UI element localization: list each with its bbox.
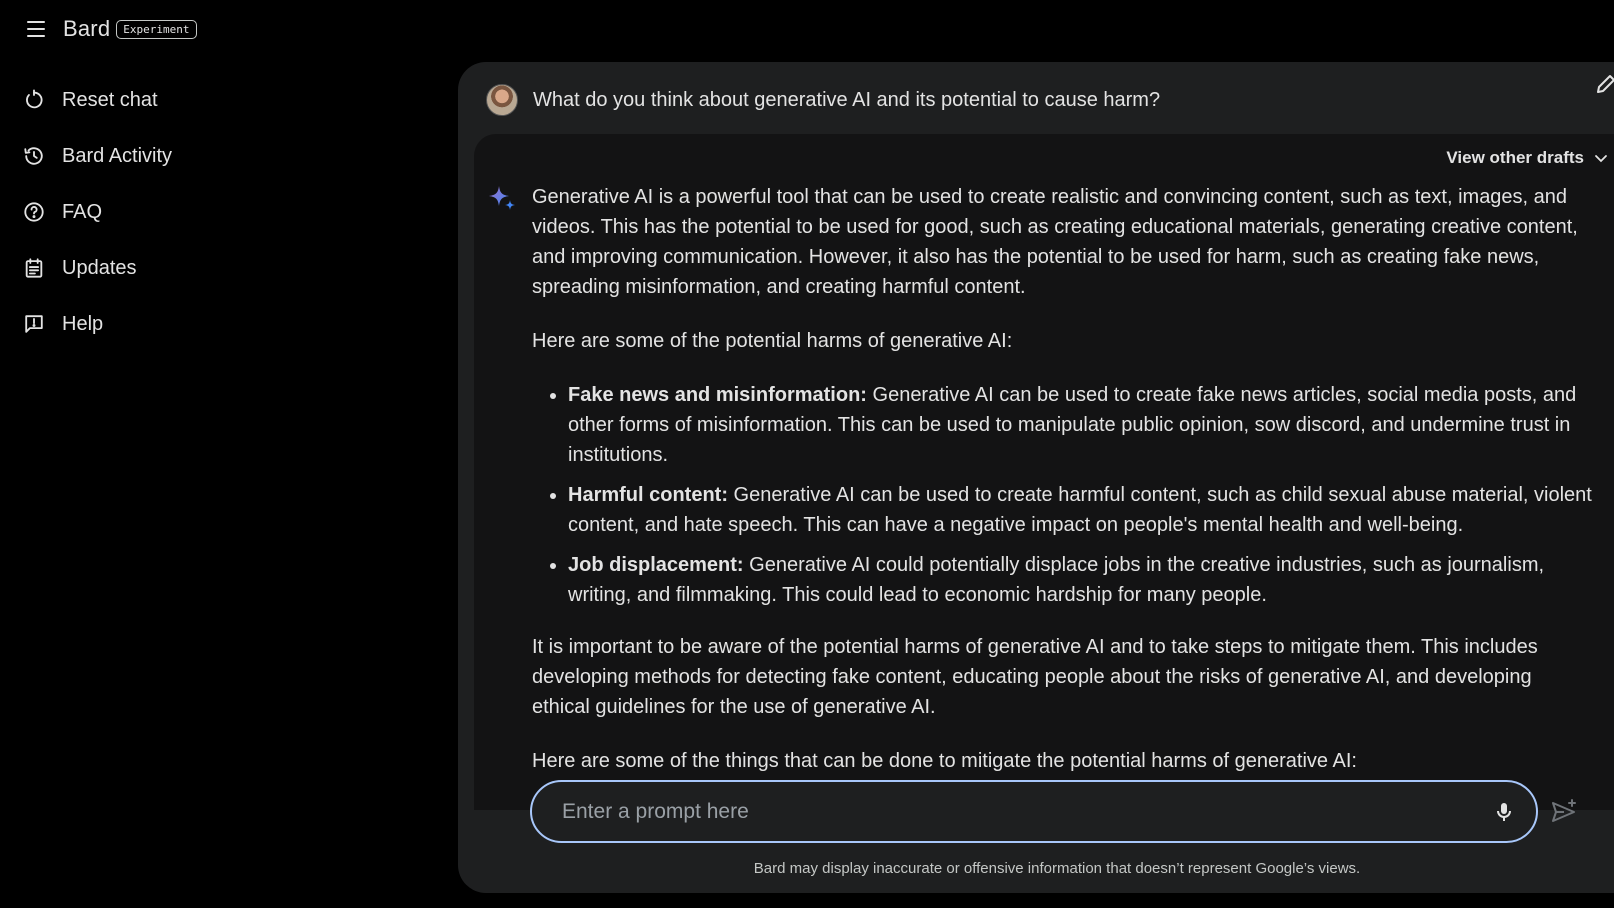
bard-sparkle-icon [488,184,518,214]
disclaimer: Bard may display inaccurate or offensive information that doesn’t represent Google’s views. [753,860,1361,877]
response-card [474,134,1614,824]
harm-text: Generative AI can be used to create fake news articles, social media posts, and other forms of misinformation. This can be used to manipulate public opinion, sow discord, and undermine trust in institutions. [568,384,1577,466]
experiment-badge: Experiment [116,20,196,39]
brand-name: Bard [63,16,111,41]
history-icon [22,144,46,168]
sidebar-item-reset-chat[interactable] [0,72,440,128]
calendar-icon [22,256,46,280]
harms-heading: Here are some of the potential harms of generative AI: [532,330,1013,352]
response-cutoff-line: Here are some of the things that can be done to mitigate the potential harms of generative AI: [532,750,1357,772]
sidebar-item-updates[interactable] [0,240,440,296]
harm-title: Job displacement: [568,554,744,576]
help-circle-icon [22,200,46,224]
list-item [568,550,1592,610]
view-drafts-label: View other drafts [1446,148,1584,167]
menu-icon[interactable] [24,17,48,41]
response-text [532,182,1592,800]
response-conclusion: It is important to be aware of the potential harms of generative AI and to take steps to mitigate them. This includes developing methods for detecting fake content, educating people about the risks of generative AI, and developing ethical guidelines for the use of generative AI. [532,636,1538,718]
harm-title: Harmful content: [568,484,728,506]
list-item [568,480,1592,540]
user-prompt [486,78,1614,122]
sidebar-item-faq[interactable] [0,184,440,240]
prompt-text: What do you think about generative AI and its potential to cause harm? [533,88,1161,111]
send-icon [1550,798,1578,826]
edit-prompt-button[interactable] [1594,72,1614,96]
avatar [486,84,518,116]
send-button[interactable] [1550,798,1578,826]
harm-text: Generative AI could potentially displace jobs in the creative industries, such as journalism, writing, and filmmaking. This could lead to economic hardship for many people. [568,554,1545,606]
chevron-down-icon [1594,151,1608,165]
response-intro: Generative AI is a powerful tool that can be used to create realistic and convincing content, such as text, images, and videos. This has the potential to be used for good, such as creating educational materials, generating creative content, and improving communication. However, it also has the potential to be used for harm, such as creating fake news, spreading misinformation, and creating harmful content. [532,186,1578,298]
sidebar-item-label: FAQ [62,200,103,223]
sidebar [0,72,440,352]
harm-title: Fake news and misinformation: [568,384,867,406]
sidebar-item-label: Bard Activity [62,144,173,167]
microphone-icon [1492,800,1516,824]
microphone-button[interactable] [1492,800,1516,824]
prompt-input-box[interactable] [530,780,1538,843]
prompt-input[interactable] [562,800,1442,824]
list-item [568,380,1592,470]
chat-panel [458,62,1614,893]
feedback-icon [22,312,46,336]
sidebar-item-label: Help [62,312,104,335]
sidebar-item-label: Reset chat [62,88,158,111]
view-other-drafts-button[interactable] [1446,148,1608,168]
sidebar-item-help[interactable] [0,296,440,352]
harms-list [568,380,1592,610]
sidebar-item-label: Updates [62,256,137,279]
top-bar [24,14,197,44]
reset-icon [22,88,46,112]
pencil-icon [1594,72,1614,96]
harm-text: Generative AI can be used to create harmful content, such as child sexual abuse material, violent content, and hate speech. This can have a negative impact on people's mental health and well-being. [568,484,1592,536]
sidebar-item-bard-activity[interactable] [0,128,440,184]
